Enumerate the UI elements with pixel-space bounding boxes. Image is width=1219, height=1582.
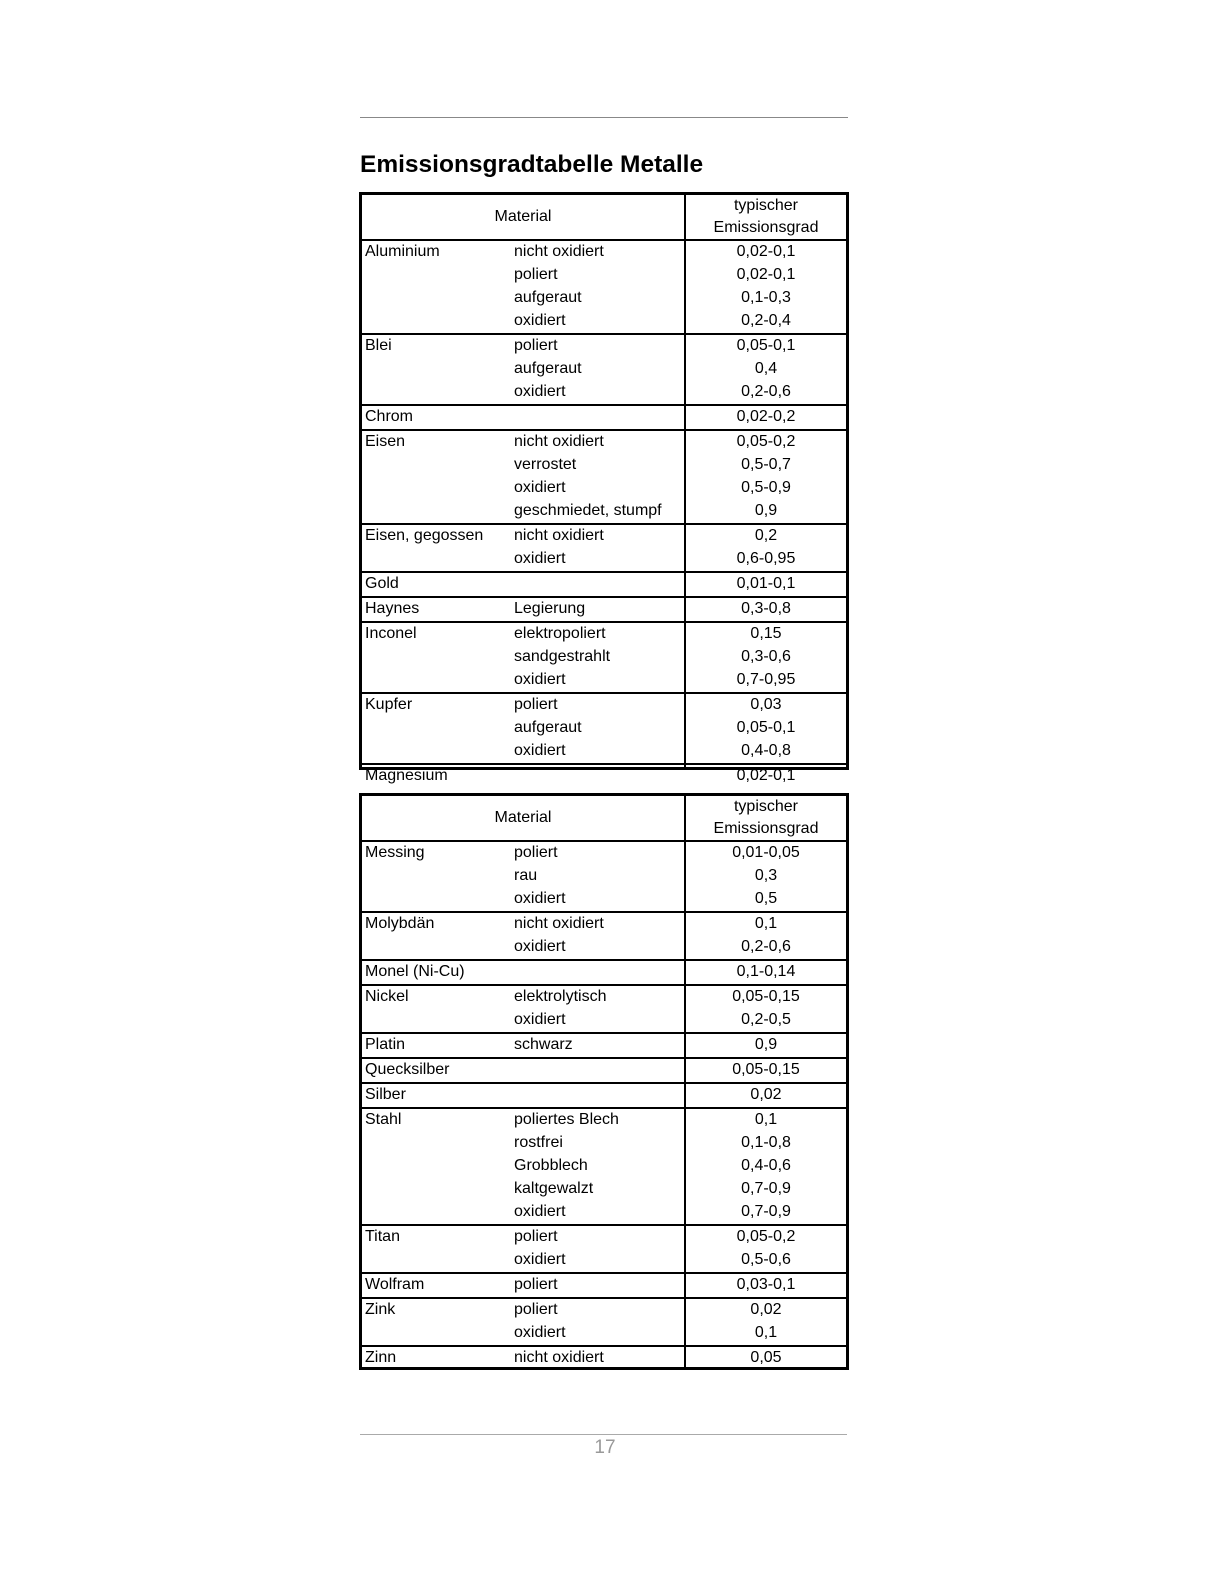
table-row [362, 1201, 846, 1224]
condition-cell: oxidiert [514, 742, 566, 759]
table-row [362, 381, 846, 404]
material-group [362, 623, 846, 694]
material-group [362, 431, 846, 525]
table-row [362, 500, 846, 523]
material-cell: Zinn [365, 1349, 397, 1366]
page-number: 17 [594, 1437, 616, 1458]
material-cell: Magnesium [365, 767, 448, 784]
emissivity-cell: 0,4 [754, 360, 778, 377]
condition-cell: oxidiert [514, 671, 566, 688]
emissivity-cell: 0,2-0,4 [741, 312, 791, 329]
material-cell: Wolfram [365, 1276, 425, 1293]
table-row [362, 477, 846, 500]
emissivity-cell: 0,5-0,6 [741, 1251, 791, 1268]
condition-cell: elektrolytisch [514, 988, 607, 1005]
table-row [362, 1155, 846, 1178]
condition-cell: poliert [514, 1228, 558, 1245]
emissivity-cell: 0,3-0,8 [741, 600, 791, 617]
emissivity-cell: 0,1 [754, 1324, 778, 1341]
table-row [362, 1274, 846, 1297]
table-row [362, 1109, 846, 1132]
condition-cell: oxidiert [514, 890, 566, 907]
emissivity-cell: 0,4-0,6 [741, 1157, 791, 1174]
table-row [362, 623, 846, 646]
table-row [362, 1132, 846, 1155]
material-group [362, 1274, 846, 1299]
condition-cell: aufgeraut [514, 719, 582, 736]
material-cell: Monel (Ni-Cu) [365, 963, 465, 980]
condition-cell: aufgeraut [514, 360, 582, 377]
condition-cell: poliertes Blech [514, 1111, 619, 1128]
material-cell: Kupfer [365, 696, 413, 713]
material-group [362, 1299, 846, 1347]
emissivity-cell: 0,1-0,8 [741, 1134, 791, 1151]
emissivity-cell: 0,7-0,9 [741, 1203, 791, 1220]
header-emissivity [686, 195, 846, 239]
emissivity-cell: 0,05-0,2 [736, 1228, 796, 1245]
table-row [362, 1322, 846, 1345]
material-group [362, 1226, 846, 1274]
material-cell: Eisen [365, 433, 406, 450]
table-row [362, 1178, 846, 1201]
page-title: Emissionsgradtabelle Metalle [360, 151, 704, 178]
material-group [362, 1109, 846, 1226]
material-group [362, 765, 846, 788]
table-row [362, 310, 846, 333]
table-body [362, 241, 846, 788]
condition-cell: Legierung [514, 600, 586, 617]
table-row [362, 646, 846, 669]
material-group [362, 1034, 846, 1059]
emissivity-cell: 0,05 [750, 1349, 782, 1366]
emissivity-cell: 0,2 [754, 527, 778, 544]
table-row [362, 431, 846, 454]
material-group [362, 913, 846, 961]
emissivity-cell: 0,5-0,7 [741, 456, 791, 473]
emissivity-cell: 0,1-0,14 [736, 963, 796, 980]
table-row [362, 986, 846, 1009]
table-row [362, 842, 846, 865]
condition-cell: oxidiert [514, 312, 566, 329]
emissivity-cell: 0,05-0,1 [736, 719, 796, 736]
material-cell: Silber [365, 1086, 406, 1103]
emissivity-cell: 0,6-0,95 [736, 550, 796, 567]
material-group [362, 694, 846, 765]
emissivity-cell: 0,5-0,9 [741, 479, 791, 496]
emissivity-cell: 0,05-0,15 [732, 988, 800, 1005]
table-row [362, 694, 846, 717]
footer-rule [360, 1434, 847, 1435]
emissivity-cell: 0,01-0,1 [736, 575, 796, 592]
emissivity-cell: 0,02-0,1 [736, 266, 796, 283]
material-cell: Blei [365, 337, 392, 354]
emissivity-cell: 0,4-0,8 [741, 742, 791, 759]
table-row [362, 1226, 846, 1249]
material-cell: Inconel [365, 625, 417, 642]
condition-cell: sandgestrahlt [514, 648, 611, 665]
material-group [362, 241, 846, 335]
condition-cell: rostfrei [514, 1134, 563, 1151]
header-emissivity [686, 796, 846, 840]
material-cell: Nickel [365, 988, 409, 1005]
table-row [362, 525, 846, 548]
emissivity-table-1 [359, 192, 849, 784]
emissivity-cell: 0,7-0,9 [741, 1180, 791, 1197]
material-group [362, 842, 846, 913]
material-group [362, 961, 846, 986]
table-row [362, 358, 846, 381]
emissivity-cell: 0,7-0,95 [736, 671, 796, 688]
table-row [362, 264, 846, 287]
emissivity-cell: 0,05-0,1 [736, 337, 796, 354]
material-group [362, 1084, 846, 1109]
material-cell: Aluminium [365, 243, 440, 260]
table-row [362, 598, 846, 621]
material-cell: Gold [365, 575, 399, 592]
material-cell: Stahl [365, 1111, 402, 1128]
emissivity-cell: 0,9 [754, 1036, 778, 1053]
emissivity-cell: 0,1 [754, 1111, 778, 1128]
header-emissivity-line2: Emissionsgrad [713, 219, 819, 236]
material-cell: Messing [365, 844, 425, 861]
table-row [362, 1009, 846, 1032]
table-row [362, 454, 846, 477]
emissivity-cell: 0,3-0,6 [741, 648, 791, 665]
header-emissivity-line1: typischer [733, 798, 799, 815]
material-cell: Eisen, gegossen [365, 527, 484, 544]
table-header [362, 796, 846, 842]
table-row [362, 765, 846, 788]
condition-cell: aufgeraut [514, 289, 582, 306]
condition-cell: oxidiert [514, 479, 566, 496]
emissivity-cell: 0,1-0,3 [741, 289, 791, 306]
table-row [362, 961, 846, 984]
material-group [362, 335, 846, 406]
condition-cell: nicht oxidiert [514, 243, 604, 260]
table-row [362, 888, 846, 911]
material-group [362, 406, 846, 431]
table-row [362, 1084, 846, 1107]
table-row [362, 548, 846, 571]
condition-cell: poliert [514, 844, 558, 861]
emissivity-cell: 0,02-0,2 [736, 408, 796, 425]
header-emissivity-line2: Emissionsgrad [713, 820, 819, 837]
table-row [362, 913, 846, 936]
condition-cell: poliert [514, 337, 558, 354]
emissivity-cell: 0,02-0,1 [736, 243, 796, 260]
material-cell: Chrom [365, 408, 414, 425]
condition-cell: poliert [514, 266, 558, 283]
material-group [362, 573, 846, 598]
condition-cell: oxidiert [514, 550, 566, 567]
table-row [362, 1249, 846, 1272]
emissivity-cell: 0,01-0,05 [732, 844, 800, 861]
condition-cell: oxidiert [514, 938, 566, 955]
condition-cell: nicht oxidiert [514, 915, 604, 932]
table-row [362, 287, 846, 310]
condition-cell: verrostet [514, 456, 577, 473]
emissivity-cell: 0,02 [750, 1086, 782, 1103]
table-row [362, 1299, 846, 1322]
emissivity-cell: 0,5 [754, 890, 778, 907]
condition-cell: nicht oxidiert [514, 433, 604, 450]
material-group [362, 598, 846, 623]
emissivity-cell: 0,2-0,6 [741, 938, 791, 955]
condition-cell: oxidiert [514, 1324, 566, 1341]
condition-cell: nicht oxidiert [514, 527, 604, 544]
material-cell: Quecksilber [365, 1061, 450, 1078]
table-row [362, 573, 846, 596]
condition-cell: poliert [514, 1276, 558, 1293]
condition-cell: rau [514, 867, 538, 884]
condition-cell: elektropoliert [514, 625, 606, 642]
material-cell: Platin [365, 1036, 406, 1053]
table-body [362, 842, 846, 1370]
table-row [362, 669, 846, 692]
emissivity-cell: 0,03-0,1 [736, 1276, 796, 1293]
table-row [362, 1034, 846, 1057]
header-material: Material [494, 208, 552, 225]
condition-cell: Grobblech [514, 1157, 588, 1174]
emissivity-cell: 0,2-0,5 [741, 1011, 791, 1028]
emissivity-cell: 0,02 [750, 1301, 782, 1318]
table-row [362, 717, 846, 740]
condition-cell: poliert [514, 696, 558, 713]
table-row [362, 1347, 846, 1370]
condition-cell: oxidiert [514, 1011, 566, 1028]
emissivity-cell: 0,9 [754, 502, 778, 519]
emissivity-cell: 0,15 [750, 625, 782, 642]
material-cell: Haynes [365, 600, 420, 617]
table-row [362, 406, 846, 429]
header-material: Material [494, 809, 552, 826]
condition-cell: geschmiedet, stumpf [514, 502, 662, 519]
condition-cell: poliert [514, 1301, 558, 1318]
material-group [362, 986, 846, 1034]
emissivity-cell: 0,3 [754, 867, 778, 884]
emissivity-cell: 0,03 [750, 696, 782, 713]
table-row [362, 740, 846, 763]
condition-cell: schwarz [514, 1036, 573, 1053]
emissivity-cell: 0,02-0,1 [736, 767, 796, 784]
emissivity-cell: 0,05-0,2 [736, 433, 796, 450]
material-cell: Titan [365, 1228, 400, 1245]
header-rule [360, 117, 848, 118]
emissivity-cell: 0,1 [754, 915, 778, 932]
material-cell: Molybdän [365, 915, 435, 932]
condition-cell: oxidiert [514, 1203, 566, 1220]
material-group [362, 1059, 846, 1084]
emissivity-cell: 0,05-0,15 [732, 1061, 800, 1078]
table-row [362, 335, 846, 358]
condition-cell: kaltgewalzt [514, 1180, 594, 1197]
emissivity-cell: 0,2-0,6 [741, 383, 791, 400]
condition-cell: oxidiert [514, 383, 566, 400]
table-row [362, 1059, 846, 1082]
condition-cell: nicht oxidiert [514, 1349, 604, 1366]
table-header [362, 195, 846, 241]
condition-cell: oxidiert [514, 1251, 566, 1268]
table-row [362, 865, 846, 888]
header-emissivity-line1: typischer [733, 197, 799, 214]
material-group [362, 525, 846, 573]
material-group [362, 1347, 846, 1370]
emissivity-table-2 [359, 793, 849, 1370]
table-row [362, 936, 846, 959]
material-cell: Zink [365, 1301, 396, 1318]
table-row [362, 241, 846, 264]
